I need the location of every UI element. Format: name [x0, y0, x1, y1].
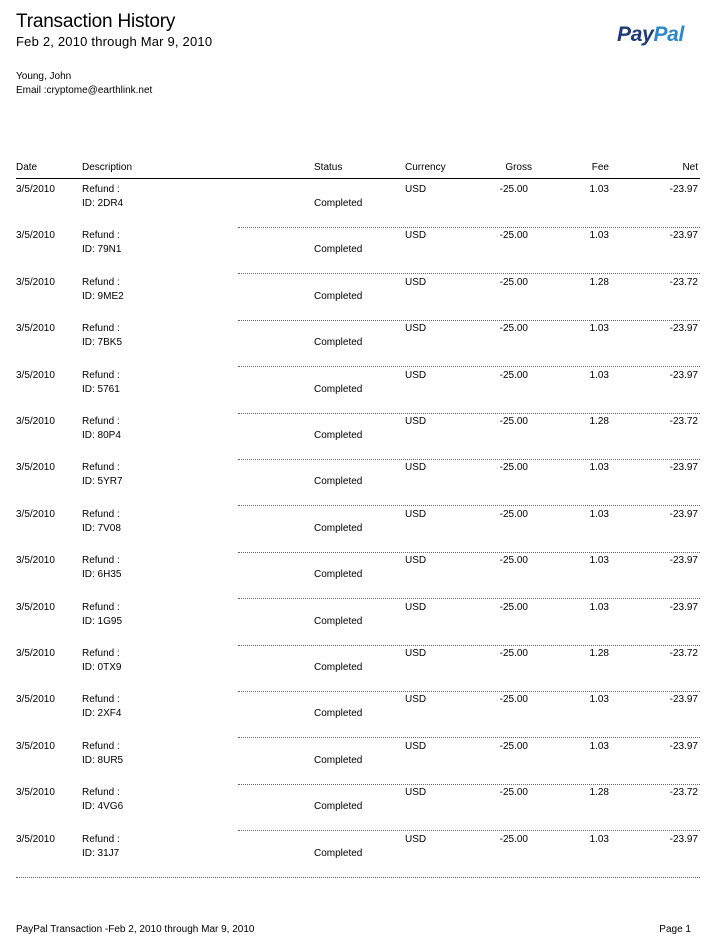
table-row: [0, 181, 713, 227]
row-description: Refund :: [82, 740, 120, 752]
date-range: Feb 2, 2010 through Mar 9, 2010: [16, 34, 213, 49]
row-currency: USD: [405, 555, 427, 567]
row-net: -23.72: [669, 648, 698, 659]
row-gross: -25.00: [499, 787, 528, 799]
row-gross: -25.00: [499, 833, 528, 845]
row-currency: USD: [405, 323, 427, 335]
row-description: Refund :: [82, 184, 120, 195]
row-net: -23.97: [669, 369, 698, 381]
row-id: ID: 2XF4: [82, 708, 122, 720]
account-email: Email :cryptome@earthlink.net: [16, 85, 153, 96]
row-gross: -25.00: [499, 323, 528, 335]
row-currency: USD: [405, 508, 427, 520]
row-currency: USD: [405, 462, 427, 474]
row-net: -23.97: [669, 740, 698, 752]
header-fee: Fee: [591, 162, 609, 173]
row-status: Completed: [314, 569, 363, 581]
row-gross: -25.00: [499, 508, 528, 520]
row-date: 3/5/2010: [16, 694, 55, 706]
row-status: Completed: [314, 430, 363, 441]
row-status: Completed: [314, 198, 363, 209]
row-net: -23.97: [669, 184, 698, 195]
row-gross: -25.00: [499, 601, 528, 613]
row-currency: USD: [405, 833, 427, 845]
row-net: -23.97: [669, 508, 698, 520]
row-gross: -25.00: [499, 416, 528, 427]
account-name: Young, John: [16, 71, 72, 82]
row-net: -23.97: [669, 462, 698, 474]
header-status: Status: [314, 162, 343, 173]
row-date: 3/5/2010: [16, 276, 55, 288]
table-row: [0, 320, 713, 366]
table-row: [0, 552, 713, 598]
page-title: Transaction History: [16, 11, 176, 32]
row-date: 3/5/2010: [16, 601, 55, 613]
row-date: 3/5/2010: [16, 416, 55, 427]
row-status: Completed: [314, 337, 363, 349]
row-fee: 1.28: [589, 648, 609, 659]
row-id: ID: 9ME2: [82, 290, 124, 302]
table-row: [0, 459, 713, 505]
row-fee: 1.03: [589, 230, 609, 242]
row-status: Completed: [314, 244, 363, 256]
table-row: [0, 645, 713, 691]
paypal-logo: [617, 23, 684, 47]
row-id: ID: 4VG6: [82, 801, 124, 813]
table-row: [0, 691, 713, 737]
row-gross: -25.00: [499, 694, 528, 706]
row-fee: 1.28: [589, 787, 609, 799]
row-fee: 1.03: [589, 323, 609, 335]
row-currency: USD: [405, 694, 427, 706]
row-description: Refund :: [82, 648, 120, 659]
row-gross: -25.00: [499, 369, 528, 381]
row-net: -23.72: [669, 276, 698, 288]
row-id: ID: 7BK5: [82, 337, 123, 349]
table-header: [0, 162, 713, 178]
header-currency: Currency: [405, 162, 446, 173]
row-status: Completed: [314, 754, 363, 766]
row-currency: USD: [405, 276, 427, 288]
row-net: -23.72: [669, 787, 698, 799]
row-currency: USD: [405, 230, 427, 242]
table-row: [0, 367, 713, 413]
header-description: Description: [82, 162, 133, 173]
table-row: [0, 738, 713, 784]
row-description: Refund :: [82, 508, 120, 520]
row-gross: -25.00: [499, 462, 528, 474]
row-fee: 1.03: [589, 833, 609, 845]
row-id: ID: 1G95: [82, 615, 123, 627]
page-number: Page 1: [659, 924, 691, 935]
table-row: [0, 274, 713, 320]
header-gross: Gross: [505, 162, 532, 173]
row-gross: -25.00: [499, 555, 528, 567]
row-status: Completed: [314, 383, 363, 395]
row-fee: 1.03: [589, 555, 609, 567]
row-id: ID: 79N1: [82, 244, 122, 256]
row-separator: [16, 877, 700, 878]
row-id: ID: 7V08: [82, 522, 121, 534]
row-description: Refund :: [82, 694, 120, 706]
table-row: [0, 506, 713, 552]
row-description: Refund :: [82, 416, 120, 427]
logo-pay: Pay: [617, 23, 654, 46]
row-net: -23.97: [669, 694, 698, 706]
row-currency: USD: [405, 740, 427, 752]
row-fee: 1.03: [589, 184, 609, 195]
row-date: 3/5/2010: [16, 230, 55, 242]
row-description: Refund :: [82, 555, 120, 567]
row-date: 3/5/2010: [16, 833, 55, 845]
row-date: 3/5/2010: [16, 184, 55, 195]
row-gross: -25.00: [499, 740, 528, 752]
row-fee: 1.03: [589, 740, 609, 752]
row-net: -23.97: [669, 323, 698, 335]
row-fee: 1.03: [589, 369, 609, 381]
row-gross: -25.00: [499, 276, 528, 288]
row-date: 3/5/2010: [16, 648, 55, 659]
row-net: -23.97: [669, 230, 698, 242]
row-fee: 1.28: [589, 276, 609, 288]
row-net: -23.97: [669, 555, 698, 567]
table-row: [0, 784, 713, 830]
row-id: ID: 5YR7: [82, 476, 123, 488]
footer-text: PayPal Transaction -Feb 2, 2010 through Mar 9, 2010: [16, 924, 255, 935]
row-id: ID: 6H35: [82, 569, 122, 581]
table-row: [0, 831, 713, 877]
row-currency: USD: [405, 416, 427, 427]
row-status: Completed: [314, 476, 363, 488]
row-fee: 1.03: [589, 694, 609, 706]
row-id: ID: 80P4: [82, 430, 121, 441]
row-date: 3/5/2010: [16, 787, 55, 799]
header-rule: [16, 178, 700, 179]
row-fee: 1.28: [589, 416, 609, 427]
row-status: Completed: [314, 615, 363, 627]
header-net: Net: [682, 162, 698, 173]
row-currency: USD: [405, 601, 427, 613]
row-description: Refund :: [82, 323, 120, 335]
row-fee: 1.03: [589, 508, 609, 520]
row-id: ID: 5761: [82, 383, 120, 395]
row-date: 3/5/2010: [16, 740, 55, 752]
row-currency: USD: [405, 184, 427, 195]
table-row: [0, 599, 713, 645]
row-net: -23.97: [669, 833, 698, 845]
row-description: Refund :: [82, 833, 120, 845]
row-net: -23.72: [669, 416, 698, 427]
logo-pal: Pal: [653, 23, 685, 46]
row-status: Completed: [314, 801, 363, 813]
row-status: Completed: [314, 847, 363, 859]
row-date: 3/5/2010: [16, 508, 55, 520]
row-date: 3/5/2010: [16, 369, 55, 381]
row-id: ID: 2DR4: [82, 198, 124, 209]
table-row: [0, 413, 713, 459]
row-description: Refund :: [82, 230, 120, 242]
row-description: Refund :: [82, 276, 120, 288]
row-fee: 1.03: [589, 462, 609, 474]
row-id: ID: 8UR5: [82, 754, 124, 766]
row-currency: USD: [405, 648, 427, 659]
header-date: Date: [16, 162, 38, 173]
table-row: [0, 227, 713, 273]
row-gross: -25.00: [499, 230, 528, 242]
row-status: Completed: [314, 662, 363, 673]
row-date: 3/5/2010: [16, 323, 55, 335]
row-description: Refund :: [82, 369, 120, 381]
row-description: Refund :: [82, 462, 120, 474]
row-description: Refund :: [82, 787, 120, 799]
row-status: Completed: [314, 708, 363, 720]
row-date: 3/5/2010: [16, 462, 55, 474]
row-net: -23.97: [669, 601, 698, 613]
row-currency: USD: [405, 369, 427, 381]
row-id: ID: 31J7: [82, 847, 120, 859]
row-status: Completed: [314, 290, 363, 302]
row-id: ID: 0TX9: [82, 662, 122, 673]
row-description: Refund :: [82, 601, 120, 613]
row-fee: 1.03: [589, 601, 609, 613]
row-gross: -25.00: [499, 184, 528, 195]
row-status: Completed: [314, 522, 363, 534]
row-date: 3/5/2010: [16, 555, 55, 567]
row-gross: -25.00: [499, 648, 528, 659]
row-currency: USD: [405, 787, 427, 799]
